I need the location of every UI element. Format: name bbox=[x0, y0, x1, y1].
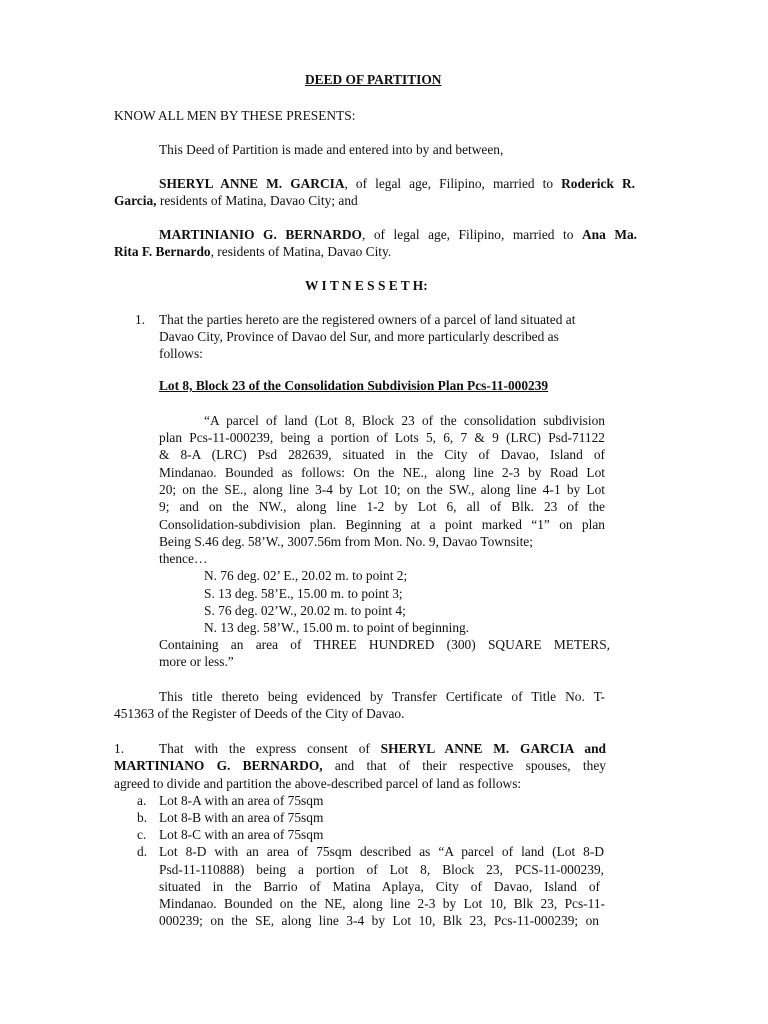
party2-spouse-part1: Ana Ma. bbox=[581, 227, 638, 242]
clause2-party-name: MARTINIANO G. BERNARDO, bbox=[114, 758, 323, 773]
clause1-number: 1. bbox=[135, 312, 146, 327]
party1-spouse-part2: Garcia, bbox=[114, 193, 157, 208]
description-line: Consolidation-subdivision plan. Beginning at a point marked “1” on plan bbox=[159, 517, 605, 532]
party1-text1: , of legal age, Filipino, married to bbox=[344, 176, 562, 191]
clause2-number: 1. bbox=[114, 741, 125, 756]
list-marker: c. bbox=[137, 827, 147, 842]
party2-spouse-part2: Rita F. Bernardo bbox=[114, 244, 211, 259]
lot-d-line: 000239; on the SE, along line 3-4 by Lot 10, Blk 23, Pcs-11-000239; on bbox=[159, 913, 599, 928]
bearing-line: S. 76 deg. 02’W., 20.02 m. to point 4; bbox=[204, 603, 406, 618]
description-line: Being S.46 deg. 58’W., 3007.56m from Mon. No. 9, Davao Townsite; bbox=[159, 534, 533, 549]
party1-text2: residents of Matina, Davao City; and bbox=[156, 193, 358, 208]
salutation: KNOW ALL MEN BY THESE PRESENTS: bbox=[114, 108, 356, 123]
party2-text2: , residents of Matina, Davao City. bbox=[210, 244, 392, 259]
clause2-line3: agreed to divide and partition the above-described parcel of land as follows: bbox=[114, 776, 522, 791]
party1-spouse-part1: Roderick R. bbox=[561, 176, 635, 191]
title-evidence-line: 451363 of the Register of Deeds of the City of Davao. bbox=[114, 706, 405, 721]
lot-d-line: Mindanao. Bounded on the NE, along line 2-3 by Lot 10, Blk 23, Pcs-11- bbox=[159, 896, 605, 911]
clause2-line2 bbox=[114, 757, 606, 774]
description-line: thence… bbox=[159, 551, 208, 566]
party1-line1 bbox=[159, 175, 635, 192]
description-line: 20; on the SE., along line 3-4 by Lot 10; on the SW., along line 4-1 by Lot bbox=[159, 482, 605, 497]
clause2-line1 bbox=[159, 740, 606, 757]
description-line: plan Pcs-11-000239, being a portion of Lots 5, 6, 7 & 9 (LRC) Psd-71122 bbox=[159, 430, 605, 445]
clause2-text: and that of their respective spouses, they bbox=[322, 758, 606, 773]
area-line: Containing an area of THREE HUNDRED (300) SQUARE METERS, bbox=[159, 637, 610, 652]
clause1-line: That the parties hereto are the registered owners of a parcel of land situated at bbox=[159, 312, 576, 327]
document-title: DEED OF PARTITION bbox=[305, 72, 442, 87]
party2-name: MARTINIANIO G. BERNARDO bbox=[159, 227, 362, 242]
list-marker: d. bbox=[137, 844, 148, 859]
area-line: more or less.” bbox=[159, 654, 234, 669]
lot-d-line: Psd-11-110888) being a portion of Lot 8, Block 23, PCS-11-000239, bbox=[159, 862, 604, 877]
list-marker: a. bbox=[137, 793, 147, 808]
lot-heading: Lot 8, Block 23 of the Consolidation Subdivision Plan Pcs-11-000239 bbox=[159, 378, 549, 393]
description-line: Mindanao. Bounded as follows: On the NE., along line 2-3 by Road Lot bbox=[159, 465, 605, 480]
description-line: & 8-A (LRC) Psd 282639, situated in the City of Davao, Island of bbox=[159, 447, 605, 462]
bearing-line: S. 13 deg. 58’E., 15.00 m. to point 3; bbox=[204, 586, 403, 601]
witnesseth-heading: W I T N E S S E T H: bbox=[305, 278, 428, 293]
clause1-line: Davao City, Province of Davao del Sur, and more particularly described as bbox=[159, 329, 559, 344]
party2-text1: , of legal age, Filipino, married to bbox=[361, 227, 582, 242]
bearing-line: N. 13 deg. 58’W., 15.00 m. to point of beginning. bbox=[204, 620, 470, 635]
list-item: Lot 8-A with an area of 75sqm bbox=[159, 793, 324, 808]
clause2-text: That with the express consent of bbox=[159, 741, 381, 756]
party1-line2 bbox=[114, 192, 358, 209]
bearing-line: N. 76 deg. 02’ E., 20.02 m. to point 2; bbox=[204, 568, 408, 583]
party2-line2 bbox=[114, 243, 391, 260]
list-item: Lot 8-D with an area of 75sqm described as “A parcel of land (Lot 8-D bbox=[159, 844, 604, 859]
party1-name: SHERYL ANNE M. GARCIA bbox=[159, 176, 345, 191]
intro-paragraph: This Deed of Partition is made and entered into by and between, bbox=[159, 142, 504, 157]
party2-line1 bbox=[159, 226, 637, 243]
title-evidence-line: This title thereto being evidenced by Transfer Certificate of Title No. T- bbox=[159, 689, 605, 704]
lot-d-line: situated in the Barrio of Matina Aplaya, City of Davao, Island of bbox=[159, 879, 600, 894]
list-marker: b. bbox=[137, 810, 148, 825]
clause1-line: follows: bbox=[159, 346, 203, 361]
list-item: Lot 8-C with an area of 75sqm bbox=[159, 827, 324, 842]
clause2-party-names: SHERYL ANNE M. GARCIA and bbox=[380, 741, 606, 756]
description-line: 9; and on the NW., along line 1-2 by Lot 6, all of Blk. 23 of the bbox=[159, 499, 605, 514]
list-item: Lot 8-B with an area of 75sqm bbox=[159, 810, 324, 825]
description-line: “A parcel of land (Lot 8, Block 23 of the consolidation subdivision bbox=[204, 413, 605, 428]
